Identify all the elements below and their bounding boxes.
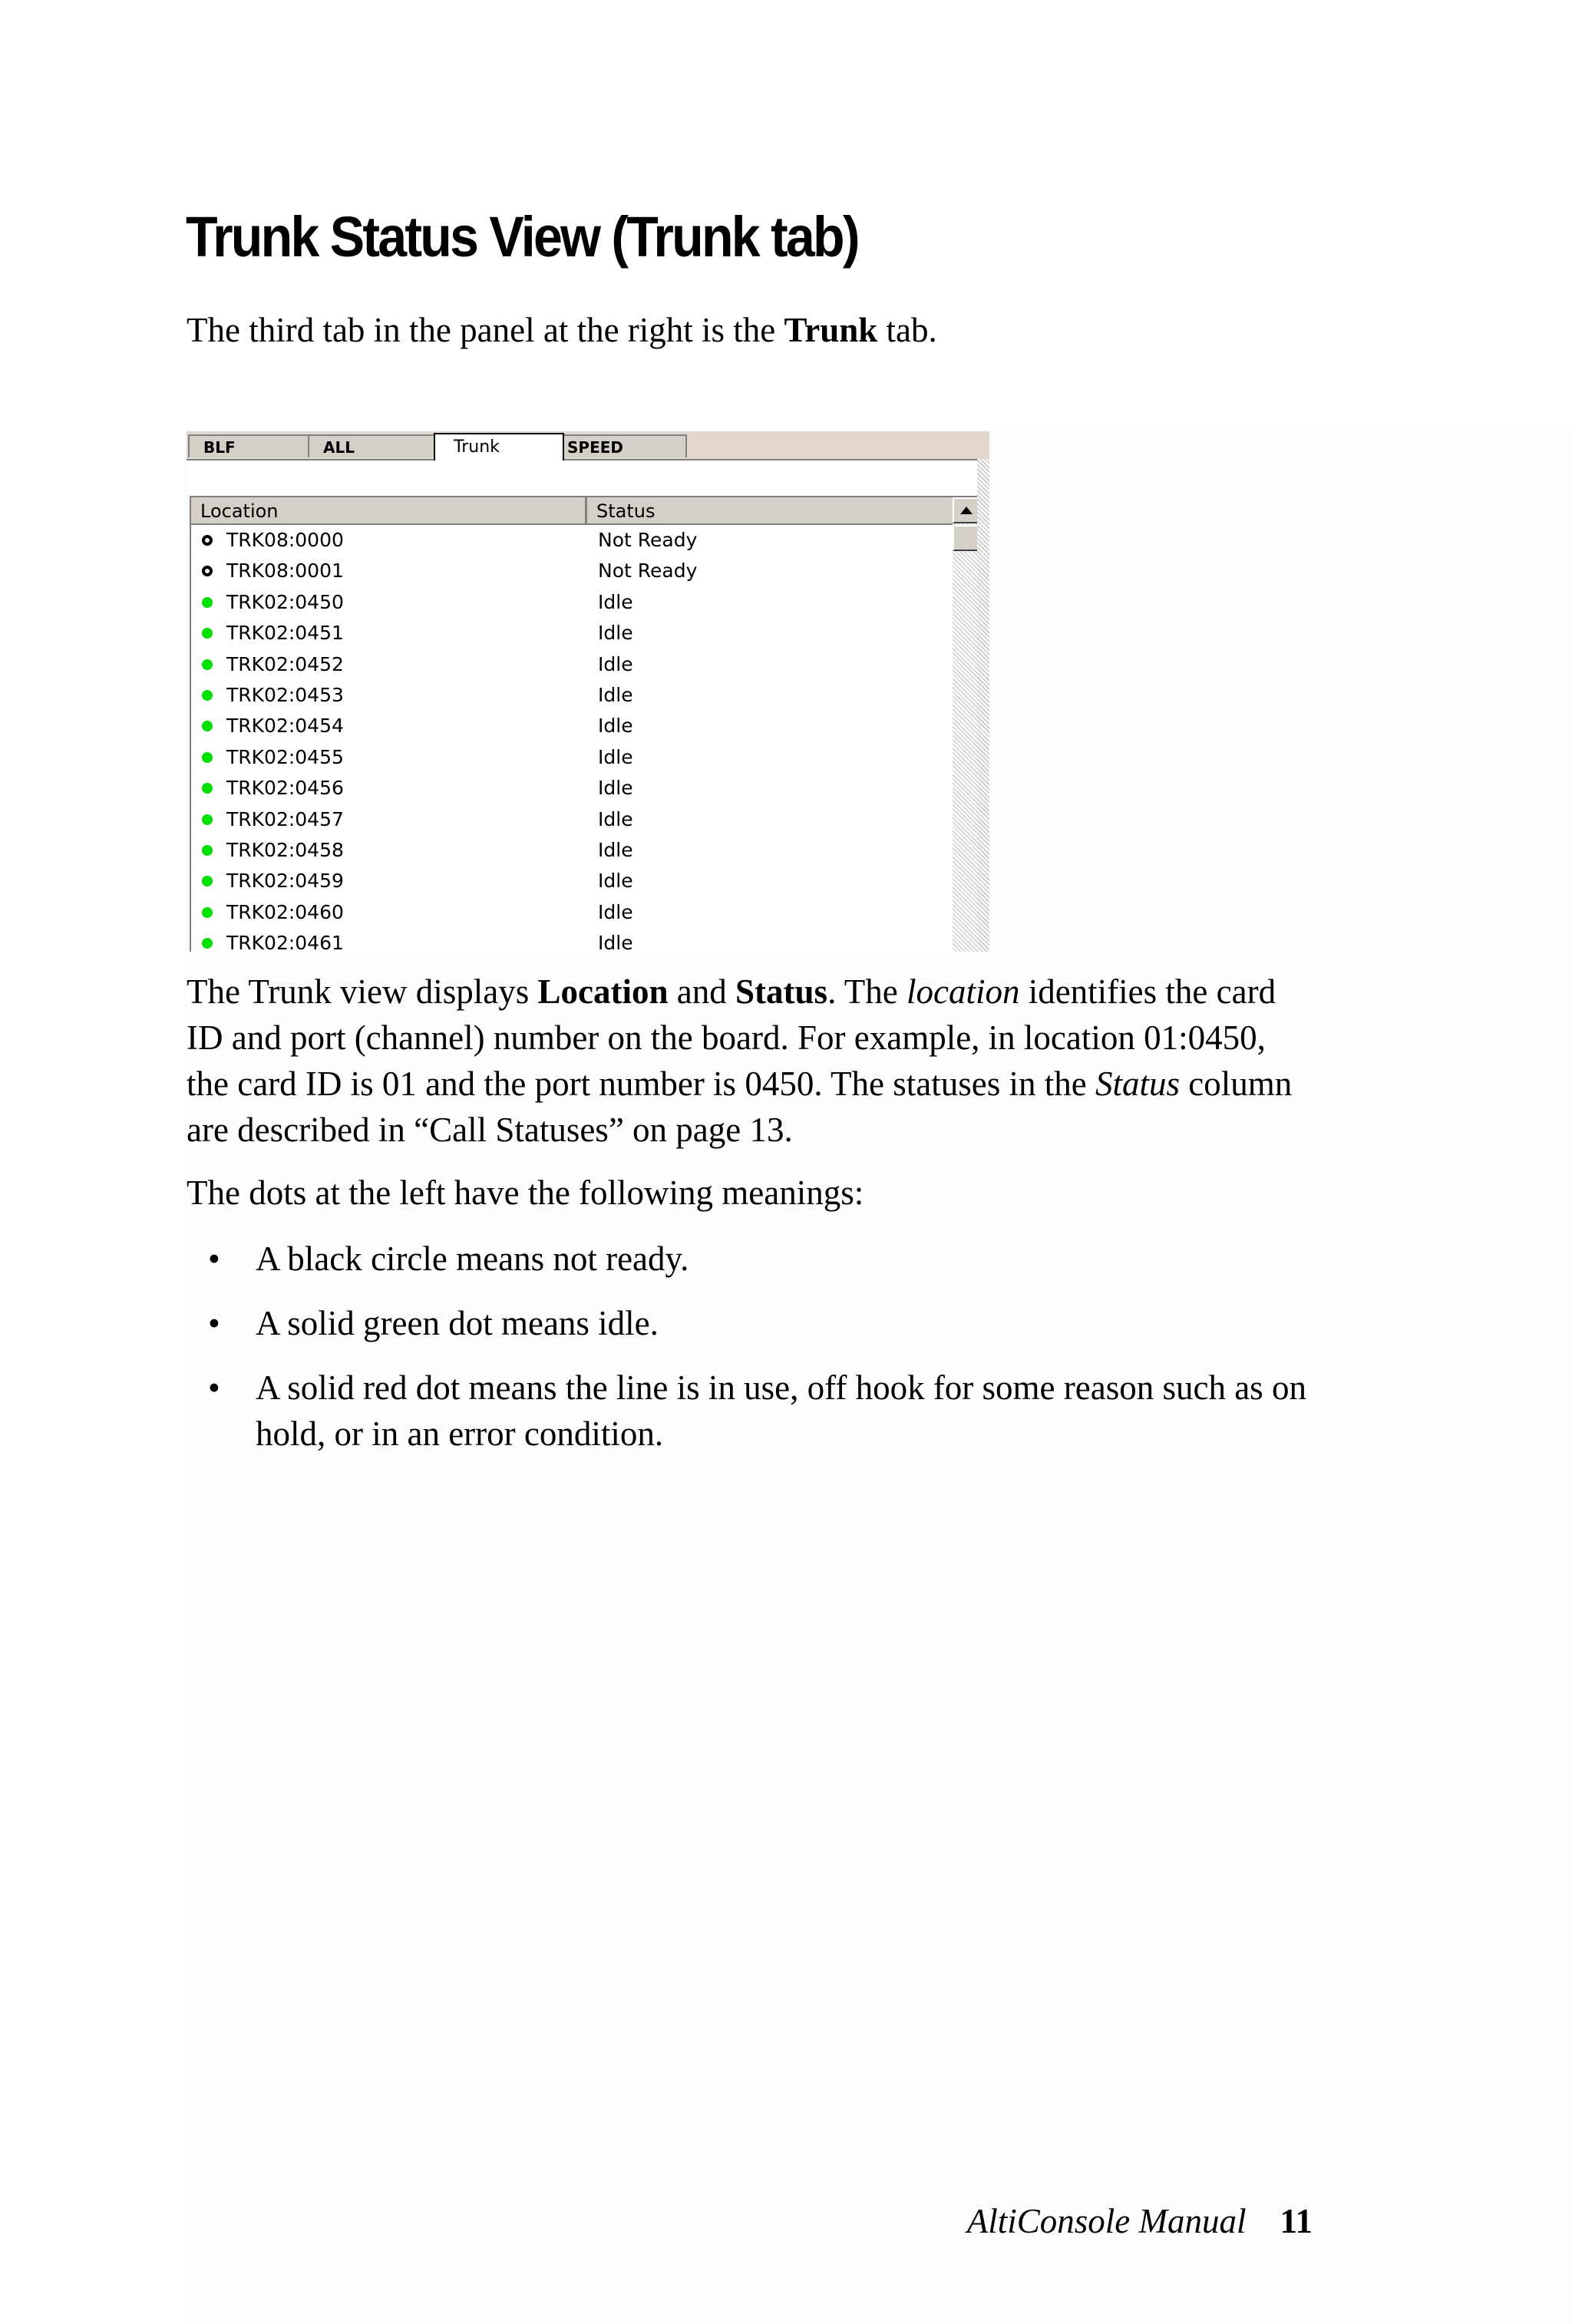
row-status: Not Ready xyxy=(598,560,698,583)
table-row[interactable] xyxy=(191,587,957,618)
tab-trunk[interactable]: Trunk xyxy=(434,433,564,461)
green-dot-icon xyxy=(202,659,213,670)
table-row[interactable] xyxy=(191,680,957,711)
row-location: TRK02:0458 xyxy=(226,838,344,861)
desc-italic-status: Status xyxy=(1095,1065,1180,1103)
table-row[interactable] xyxy=(191,773,957,804)
row-location: TRK02:0459 xyxy=(226,870,344,893)
page-number: 11 xyxy=(1280,2202,1313,2240)
row-status: Idle xyxy=(598,777,633,800)
row-status: Idle xyxy=(598,652,633,675)
desc-text: identifies the card ID and port (channel) number on the board. For example, in location 01:0450, the card ID is 01 and the port number is 0450. The statuses in the xyxy=(187,972,1276,1103)
row-status: Idle xyxy=(598,932,633,952)
description-paragraph xyxy=(187,969,1315,1153)
row-status: Idle xyxy=(598,622,633,645)
bullet-text: A solid green dot means idle. xyxy=(256,1304,659,1342)
dots-intro-paragraph: The dots at the left have the following meanings: xyxy=(187,1174,864,1212)
row-location: TRK02:0460 xyxy=(226,900,344,923)
tab-all[interactable]: ALL xyxy=(308,434,444,457)
table-row[interactable] xyxy=(191,556,957,586)
tab-panel-toolbar-area xyxy=(187,459,977,497)
bullet-text: A solid red dot means the line is in use, off hook for some reason such as on hold, or in an error condition. xyxy=(256,1368,1306,1453)
row-location: TRK02:0454 xyxy=(226,715,344,738)
row-location: TRK02:0450 xyxy=(226,590,344,613)
table-row[interactable] xyxy=(191,742,957,773)
row-location: TRK02:0455 xyxy=(226,745,344,768)
intro-text-end: tab. xyxy=(877,311,937,349)
bullet-icon: • xyxy=(208,1304,220,1342)
green-dot-icon xyxy=(202,690,213,701)
column-header-location[interactable]: Location xyxy=(191,497,587,525)
scroll-up-arrow-icon[interactable] xyxy=(953,497,979,523)
green-dot-icon xyxy=(202,783,213,794)
row-status: Idle xyxy=(598,807,633,830)
tab-speed[interactable]: SPEED xyxy=(552,434,687,457)
black-circle-icon xyxy=(202,535,213,546)
scrollbar-thumb[interactable] xyxy=(953,525,979,551)
trunk-list xyxy=(190,496,979,952)
table-row[interactable] xyxy=(191,866,957,896)
row-status: Idle xyxy=(598,590,633,613)
table-row[interactable] xyxy=(191,835,957,866)
window-edge xyxy=(977,459,989,952)
table-row[interactable] xyxy=(191,649,957,680)
green-dot-icon xyxy=(202,907,213,918)
desc-text: The Trunk view displays xyxy=(187,972,538,1011)
desc-text: and xyxy=(668,972,736,1011)
green-dot-icon xyxy=(202,814,213,825)
row-location: TRK02:0457 xyxy=(226,807,344,830)
table-row[interactable] xyxy=(191,804,957,835)
green-dot-icon xyxy=(202,752,213,763)
desc-text: . The xyxy=(827,972,907,1011)
intro-bold-trunk: Trunk xyxy=(784,311,878,349)
trunk-rows xyxy=(191,525,957,952)
tab-blf[interactable]: BLF xyxy=(188,434,319,457)
row-location: TRK02:0461 xyxy=(226,932,344,952)
page-footer xyxy=(967,2201,1313,2241)
desc-text: column are described in “Call Statuses” on page 13. xyxy=(187,1065,1293,1149)
list-item xyxy=(187,1365,1323,1457)
row-location: TRK02:0452 xyxy=(226,652,344,675)
green-dot-icon xyxy=(202,845,213,856)
green-dot-icon xyxy=(202,721,213,731)
desc-italic-location: location xyxy=(906,972,1020,1011)
row-status: Idle xyxy=(598,683,633,706)
table-row[interactable] xyxy=(191,897,957,928)
row-status: Idle xyxy=(598,838,633,861)
table-row[interactable] xyxy=(191,525,957,556)
list-item xyxy=(187,1236,1323,1282)
dot-meaning-list xyxy=(187,1236,1323,1475)
tab-strip xyxy=(187,431,989,459)
intro-paragraph xyxy=(187,307,1315,353)
row-status: Idle xyxy=(598,900,633,923)
row-location: TRK02:0451 xyxy=(226,622,344,645)
section-heading: Trunk Status View (Trunk tab) xyxy=(186,205,858,269)
intro-text: The third tab in the panel at the right is the xyxy=(187,311,784,349)
column-header-status[interactable]: Status xyxy=(587,497,957,525)
green-dot-icon xyxy=(202,597,213,608)
table-row[interactable] xyxy=(191,928,957,952)
green-dot-icon xyxy=(202,876,213,886)
trunk-view-screenshot xyxy=(187,431,989,952)
row-status: Idle xyxy=(598,715,633,738)
row-location: TRK08:0001 xyxy=(226,560,344,583)
bullet-icon: • xyxy=(208,1240,220,1278)
list-item xyxy=(187,1300,1323,1346)
desc-bold-status: Status xyxy=(735,972,828,1011)
bullet-icon: • xyxy=(208,1368,220,1407)
row-status: Not Ready xyxy=(598,529,698,551)
desc-bold-location: Location xyxy=(537,972,669,1011)
row-status: Idle xyxy=(598,870,633,893)
row-status: Idle xyxy=(598,745,633,768)
footer-manual-title: AltiConsole Manual xyxy=(966,2202,1247,2240)
table-row[interactable] xyxy=(191,711,957,741)
vertical-scrollbar[interactable] xyxy=(953,497,979,952)
row-location: TRK08:0000 xyxy=(226,529,344,551)
black-circle-icon xyxy=(202,566,213,576)
row-location: TRK02:0456 xyxy=(226,777,344,800)
row-location: TRK02:0453 xyxy=(226,683,344,706)
bullet-text: A black circle means not ready. xyxy=(256,1240,689,1278)
green-dot-icon xyxy=(202,938,213,949)
green-dot-icon xyxy=(202,628,213,639)
table-row[interactable] xyxy=(191,618,957,649)
